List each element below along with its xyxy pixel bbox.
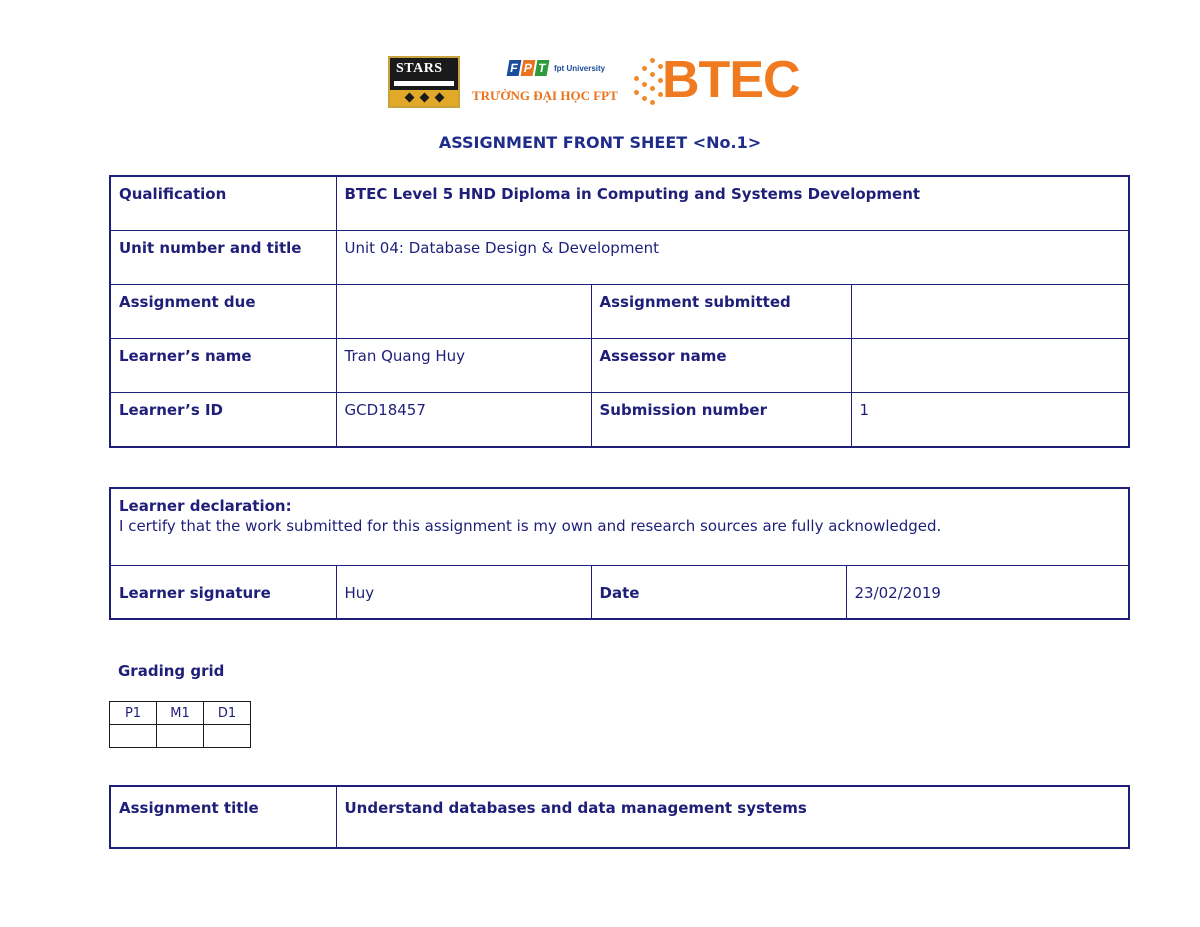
table-row	[110, 176, 1129, 230]
table-row	[110, 338, 1129, 392]
table-row	[110, 284, 1129, 338]
signature-value: Huy	[336, 565, 591, 619]
grading-grid	[109, 701, 251, 748]
stars-logo	[388, 56, 460, 108]
fpt-mark-icon: F P T	[508, 58, 552, 80]
declaration-text: I certify that the work submitted for this assignment is my own and research sources are fully acknowledged.	[119, 517, 942, 535]
fpt-vietnamese-text: TRƯỜNG ĐẠI HỌC FPT	[472, 88, 618, 103]
assignment-title-table	[109, 785, 1130, 849]
info-table	[109, 175, 1130, 448]
learner-id-value: GCD18457	[336, 392, 591, 447]
grade-header-d1: D1	[204, 702, 251, 725]
qualification-label: Qualification	[110, 176, 336, 230]
qualification-value: BTEC Level 5 HND Diploma in Computing and Systems Development	[336, 176, 1129, 230]
table-row	[110, 702, 251, 725]
grade-header-m1: M1	[157, 702, 204, 725]
header-logos	[388, 52, 818, 112]
assessor-name-value[interactable]	[851, 338, 1129, 392]
declaration-cell	[110, 488, 1129, 565]
assessor-name-label: Assessor name	[591, 338, 851, 392]
table-row	[110, 392, 1129, 447]
declaration-heading: Learner declaration:	[119, 497, 292, 515]
assignment-submitted-value[interactable]	[851, 284, 1129, 338]
fpt-university-text: fpt University	[554, 64, 606, 73]
submission-number-value: 1	[851, 392, 1129, 447]
learner-id-label: Learner’s ID	[110, 392, 336, 447]
assignment-due-label: Assignment due	[110, 284, 336, 338]
declaration-table	[109, 487, 1130, 620]
date-value: 23/02/2019	[846, 565, 1129, 619]
stars-logo-text: STARS	[396, 61, 443, 76]
date-label: Date	[591, 565, 846, 619]
assignment-title-value: Understand databases and data management systems	[336, 786, 1129, 848]
table-row	[110, 725, 251, 748]
fpt-logo	[472, 58, 632, 108]
assignment-title-label: Assignment title	[110, 786, 336, 848]
btec-logo-text: BTEC	[662, 51, 800, 109]
learner-name-value: Tran Quang Huy	[336, 338, 591, 392]
unit-label: Unit number and title	[110, 230, 336, 284]
signature-label: Learner signature	[110, 565, 336, 619]
table-row	[110, 230, 1129, 284]
table-row	[110, 488, 1129, 565]
assignment-submitted-label: Assignment submitted	[591, 284, 851, 338]
table-row	[110, 786, 1129, 848]
grade-cell-p1[interactable]	[110, 725, 157, 748]
table-row	[110, 565, 1129, 619]
unit-value: Unit 04: Database Design & Development	[336, 230, 1129, 284]
learner-name-label: Learner’s name	[110, 338, 336, 392]
submission-number-label: Submission number	[591, 392, 851, 447]
grade-cell-d1[interactable]	[204, 725, 251, 748]
btec-logo	[628, 52, 818, 112]
grade-cell-m1[interactable]	[157, 725, 204, 748]
grade-header-p1: P1	[110, 702, 157, 725]
page-title: ASSIGNMENT FRONT SHEET <No.1>	[438, 133, 762, 152]
grading-grid-label: Grading grid	[118, 662, 225, 680]
assignment-due-value[interactable]	[336, 284, 591, 338]
